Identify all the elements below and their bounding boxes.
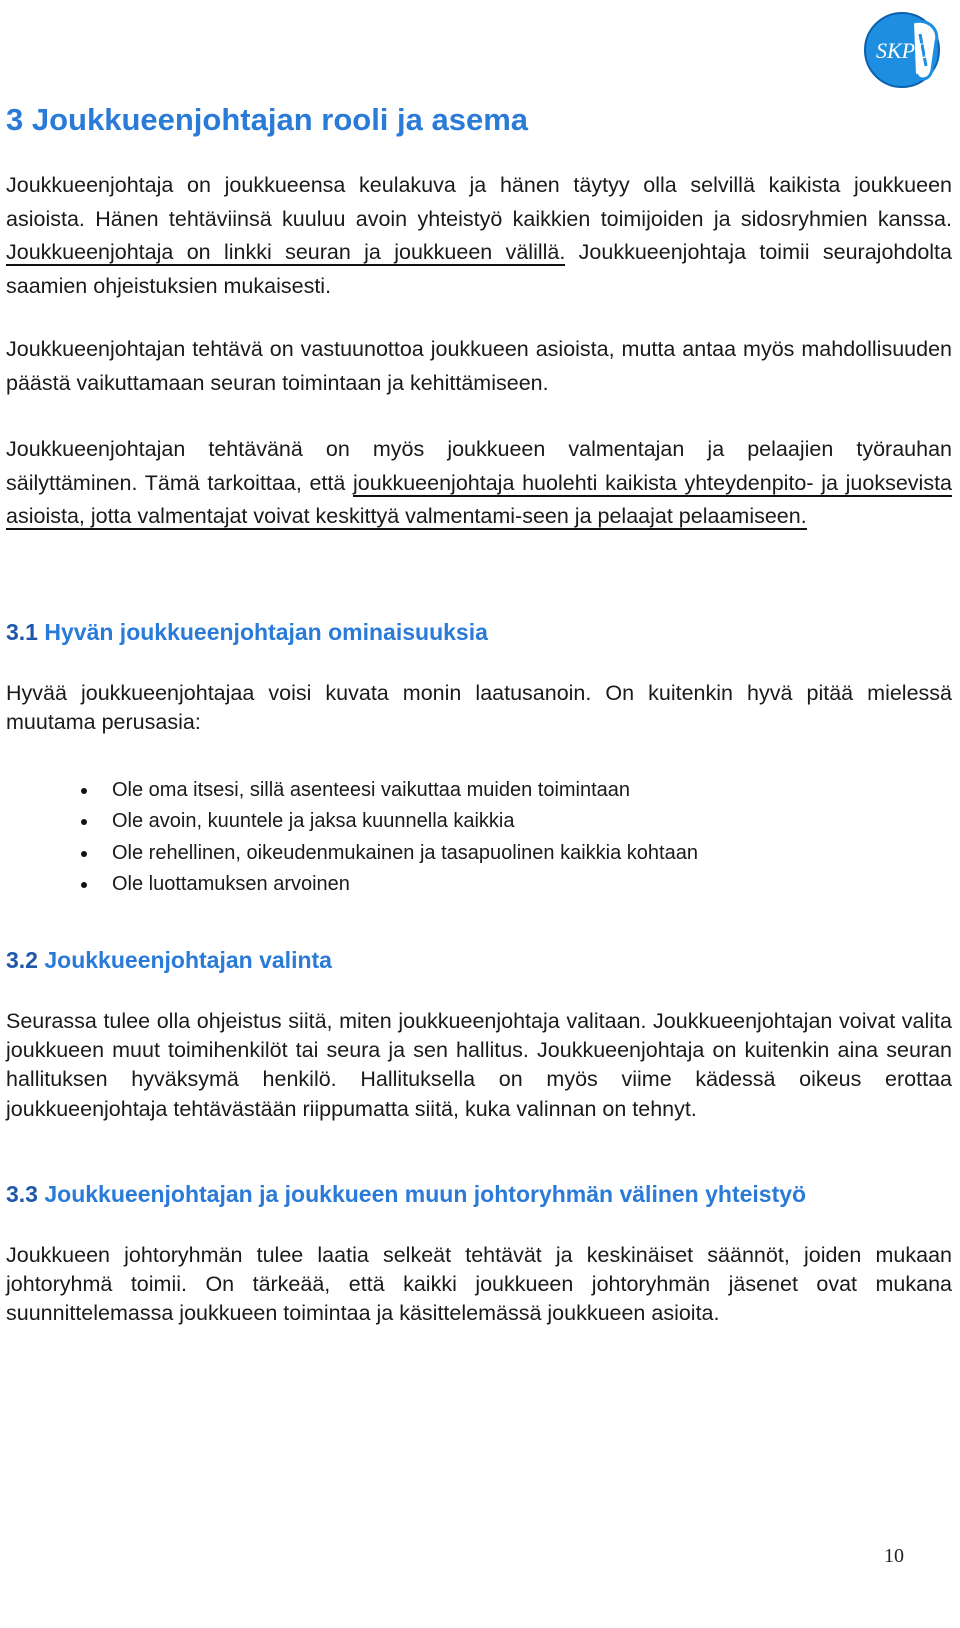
list-item: Ole luottamuksen arvoinen	[6, 869, 952, 901]
page-heading: 3 Joukkueenjohtajan rooli ja asema	[6, 102, 529, 137]
svg-text:SKPL: SKPL	[876, 38, 928, 63]
section-3-1-paragraph: Hyvää joukkueenjohtajaa voisi kuvata monin laatusanoin. On kuitenkin hyvä pitää mielessä muutama perusasia:	[6, 680, 952, 734]
section-3-3-paragraph: Joukkueen johtoryhmän tulee laatia selkeät tehtävät ja keskinäiset säännöt, joiden mukaan johtoryhmä toimii. On tärkeää, että kaikki joukkueen johtoryhmän jäsenet ovat mukana suunnittelemassa joukkueen toimintaa ja käsittelemässä joukkueen asioita.	[6, 1242, 952, 1326]
section-number: 3.3	[6, 1180, 38, 1207]
list-item: Ole avoin, kuuntele ja jaksa kuunnella kaikkia	[6, 806, 952, 838]
intro-p3-text-a: Joukkueenjohtajan tehtävänä on myös joukkueen valmentajan ja pelaajien työrauhan säilyttäminen. Tämä tarkoittaa, että	[6, 437, 952, 495]
section-3-2-paragraph: Seurassa tulee olla ohjeistus siitä, miten joukkueenjohtaja valitaan. Joukkueenjohtajan voivat valita joukkueen muut toimihenkilöt tai seura ja sen hallitus. Joukkueenjohtaja on kuitenkin aina seuran hallituksen hyväksymä henkilö. Hallituksella on myös viime kädessä oikeus erottaa joukkueenjohtaja tehtävästään riippumatta siitä, kuka valinnan on tehnyt.	[6, 1008, 952, 1121]
section-number: 3.1	[6, 618, 38, 645]
intro-paragraph-3	[6, 433, 952, 534]
intro-p3-underlined: joukkueenjohtaja huolehti kaikista yhteydenpito- ja juoksevista asioista, jotta valmentajat voivat keskittyä valmentami-seen ja pelaajat pelaamiseen.	[6, 470, 953, 528]
intro-p1-text-a: Joukkueenjohtaja on joukkueensa keulakuva ja hänen täytyy olla selvillä kaikista joukkueen asioista. Hänen tehtäviinsä kuuluu avoin yhteistyö kaikkien toimijoiden ja sidosryhmien kanssa.	[6, 173, 952, 231]
section-3-1-heading	[6, 616, 952, 648]
section-3-3-heading	[6, 1178, 952, 1210]
qualities-list	[6, 775, 952, 901]
section-number: 3.2	[6, 946, 38, 973]
intro-paragraph-1	[6, 169, 952, 303]
section-3-2-heading	[6, 944, 952, 976]
page-number: 10	[884, 1545, 904, 1567]
list-item: Ole oma itsesi, sillä asenteesi vaikuttaa muiden toimintaan	[6, 775, 952, 807]
intro-p1-underlined: Joukkueenjohtaja on linkki seuran ja joukkueen välillä.	[6, 240, 566, 264]
intro-p1-text-b: Joukkueenjohtaja toimii seurajohdolta saamien ohjeistuksien mukaisesti.	[6, 240, 952, 298]
document-body	[6, 96, 952, 1328]
section-title: Joukkueenjohtajan valinta	[37, 946, 332, 973]
list-item: Ole rehellinen, oikeudenmukainen ja tasapuolinen kaikkia kohtaan	[6, 838, 952, 870]
section-title: Hyvän joukkueenjohtajan ominaisuuksia	[37, 618, 488, 645]
skpl-logo	[862, 8, 954, 100]
intro-paragraph-2: Joukkueenjohtajan tehtävä on vastuunottoa joukkueen asioista, mutta antaa myös mahdollisuuden päästä vaikuttamaan seuran toimintaan ja kehittämiseen.	[6, 337, 952, 395]
section-title: Joukkueenjohtajan ja joukkueen muun johtoryhmän välinen yhteistyö	[37, 1180, 807, 1207]
